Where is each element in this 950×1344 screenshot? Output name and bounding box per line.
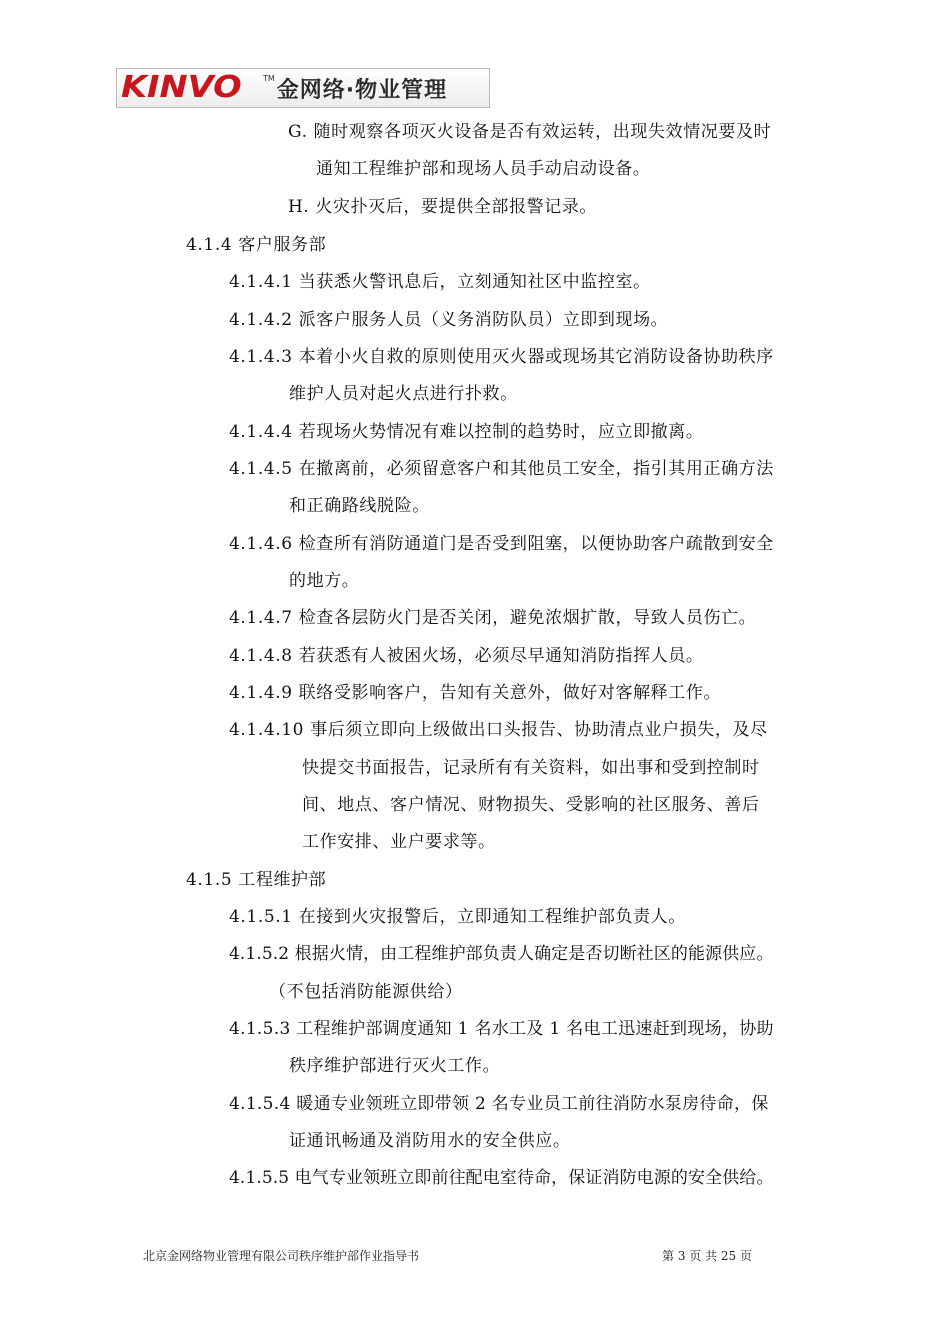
clause-4-1-4-4: 4.1.4.4 若现场火势情况有难以控制的趋势时，应立即撤离。	[229, 422, 704, 442]
company-logo	[116, 68, 490, 108]
clause-4-1-4-10-line3: 间、地点、客户情况、财物损失、受影响的社区服务、善后	[302, 795, 760, 815]
clause-4-1-4-6-line2: 的地方。	[289, 571, 360, 591]
footer-page-number: 第 3 页 共 25 页	[662, 1249, 752, 1263]
item-g-line2: 通知工程维护部和现场人员手动启动设备。	[316, 159, 651, 179]
clause-4-1-5-4-line1: 4.1.5.4 暖通专业领班立即带领 2 名专业员工前往消防水泵房待命，保	[229, 1094, 769, 1114]
clause-4-1-4-3-line1: 4.1.4.3 本着小火自救的原则使用灭火器或现场其它消防设备协助秩序	[229, 347, 774, 367]
clause-4-1-4-5-line2: 和正确路线脱险。	[289, 496, 430, 516]
clause-4-1-4-8: 4.1.4.8 若获悉有人被困火场，必须尽早通知消防指挥人员。	[229, 646, 704, 666]
clause-4-1-4-5-line1: 4.1.4.5 在撤离前，必须留意客户和其他员工安全，指引其用正确方法	[229, 459, 774, 479]
clause-4-1-4-3-line2: 维护人员对起火点进行扑救。	[289, 384, 518, 404]
clause-4-1-4-1: 4.1.4.1 当获悉火警讯息后，立刻通知社区中监控室。	[229, 272, 651, 292]
footer-document-title: 北京金网络物业管理有限公司秩序维护部作业指导书	[143, 1249, 420, 1263]
clause-4-1-4-2: 4.1.4.2 派客户服务人员（义务消防队员）立即到现场。	[229, 310, 669, 330]
clause-4-1-4-10-line1: 4.1.4.10 事后须立即向上级做出口头报告、协助清点业户损失，及尽	[229, 720, 768, 740]
clause-4-1-5-2-line2: （不包括消防能源供给）	[269, 982, 463, 1002]
clause-4-1-4-10-line4: 工作安排、业户要求等。	[302, 832, 496, 852]
item-g-line1: G. 随时观察各项灭火设备是否有效运转，出现失效情况要及时	[288, 122, 772, 142]
clause-4-1-5-3-line2: 秩序维护部进行灭火工作。	[289, 1056, 501, 1076]
clause-4-1-4-10-line2: 快提交书面报告，记录所有有关资料，如出事和受到控制时	[302, 758, 760, 778]
logo-trademark: TM	[263, 74, 275, 83]
clause-4-1-5-5: 4.1.5.5 电气专业领班立即前往配电室待命，保证消防电源的安全供给。	[229, 1168, 774, 1188]
item-h: H. 火灾扑灭后，要提供全部报警记录。	[288, 197, 598, 217]
clause-4-1-4-9: 4.1.4.9 联络受影响客户，告知有关意外，做好对客解释工作。	[229, 683, 722, 703]
clause-4-1-4-6-line1: 4.1.4.6 检查所有消防通道门是否受到阻塞，以便协助客户疏散到安全	[229, 534, 774, 554]
clause-4-1-5-3-line1: 4.1.5.3 工程维护部调度通知 1 名水工及 1 名电工迅速赶到现场，协助	[229, 1019, 774, 1039]
logo-company-name: 金网络·物业管理	[276, 77, 448, 103]
logo-brand: KINVO	[121, 70, 242, 105]
clause-4-1-5-4-line2: 证通讯畅通及消防用水的安全供应。	[289, 1131, 571, 1151]
clause-4-1-5-2-line1: 4.1.5.2 根据火情，由工程维护部负责人确定是否切断社区的能源供应。	[229, 944, 774, 964]
section-heading-4-1-4: 4.1.4 客户服务部	[186, 235, 327, 255]
clause-4-1-5-1: 4.1.5.1 在接到火灾报警后，立即通知工程维护部负责人。	[229, 907, 686, 927]
clause-4-1-4-7: 4.1.4.7 检查各层防火门是否关闭，避免浓烟扩散，导致人员伤亡。	[229, 608, 757, 628]
section-heading-4-1-5: 4.1.5 工程维护部	[186, 870, 327, 890]
